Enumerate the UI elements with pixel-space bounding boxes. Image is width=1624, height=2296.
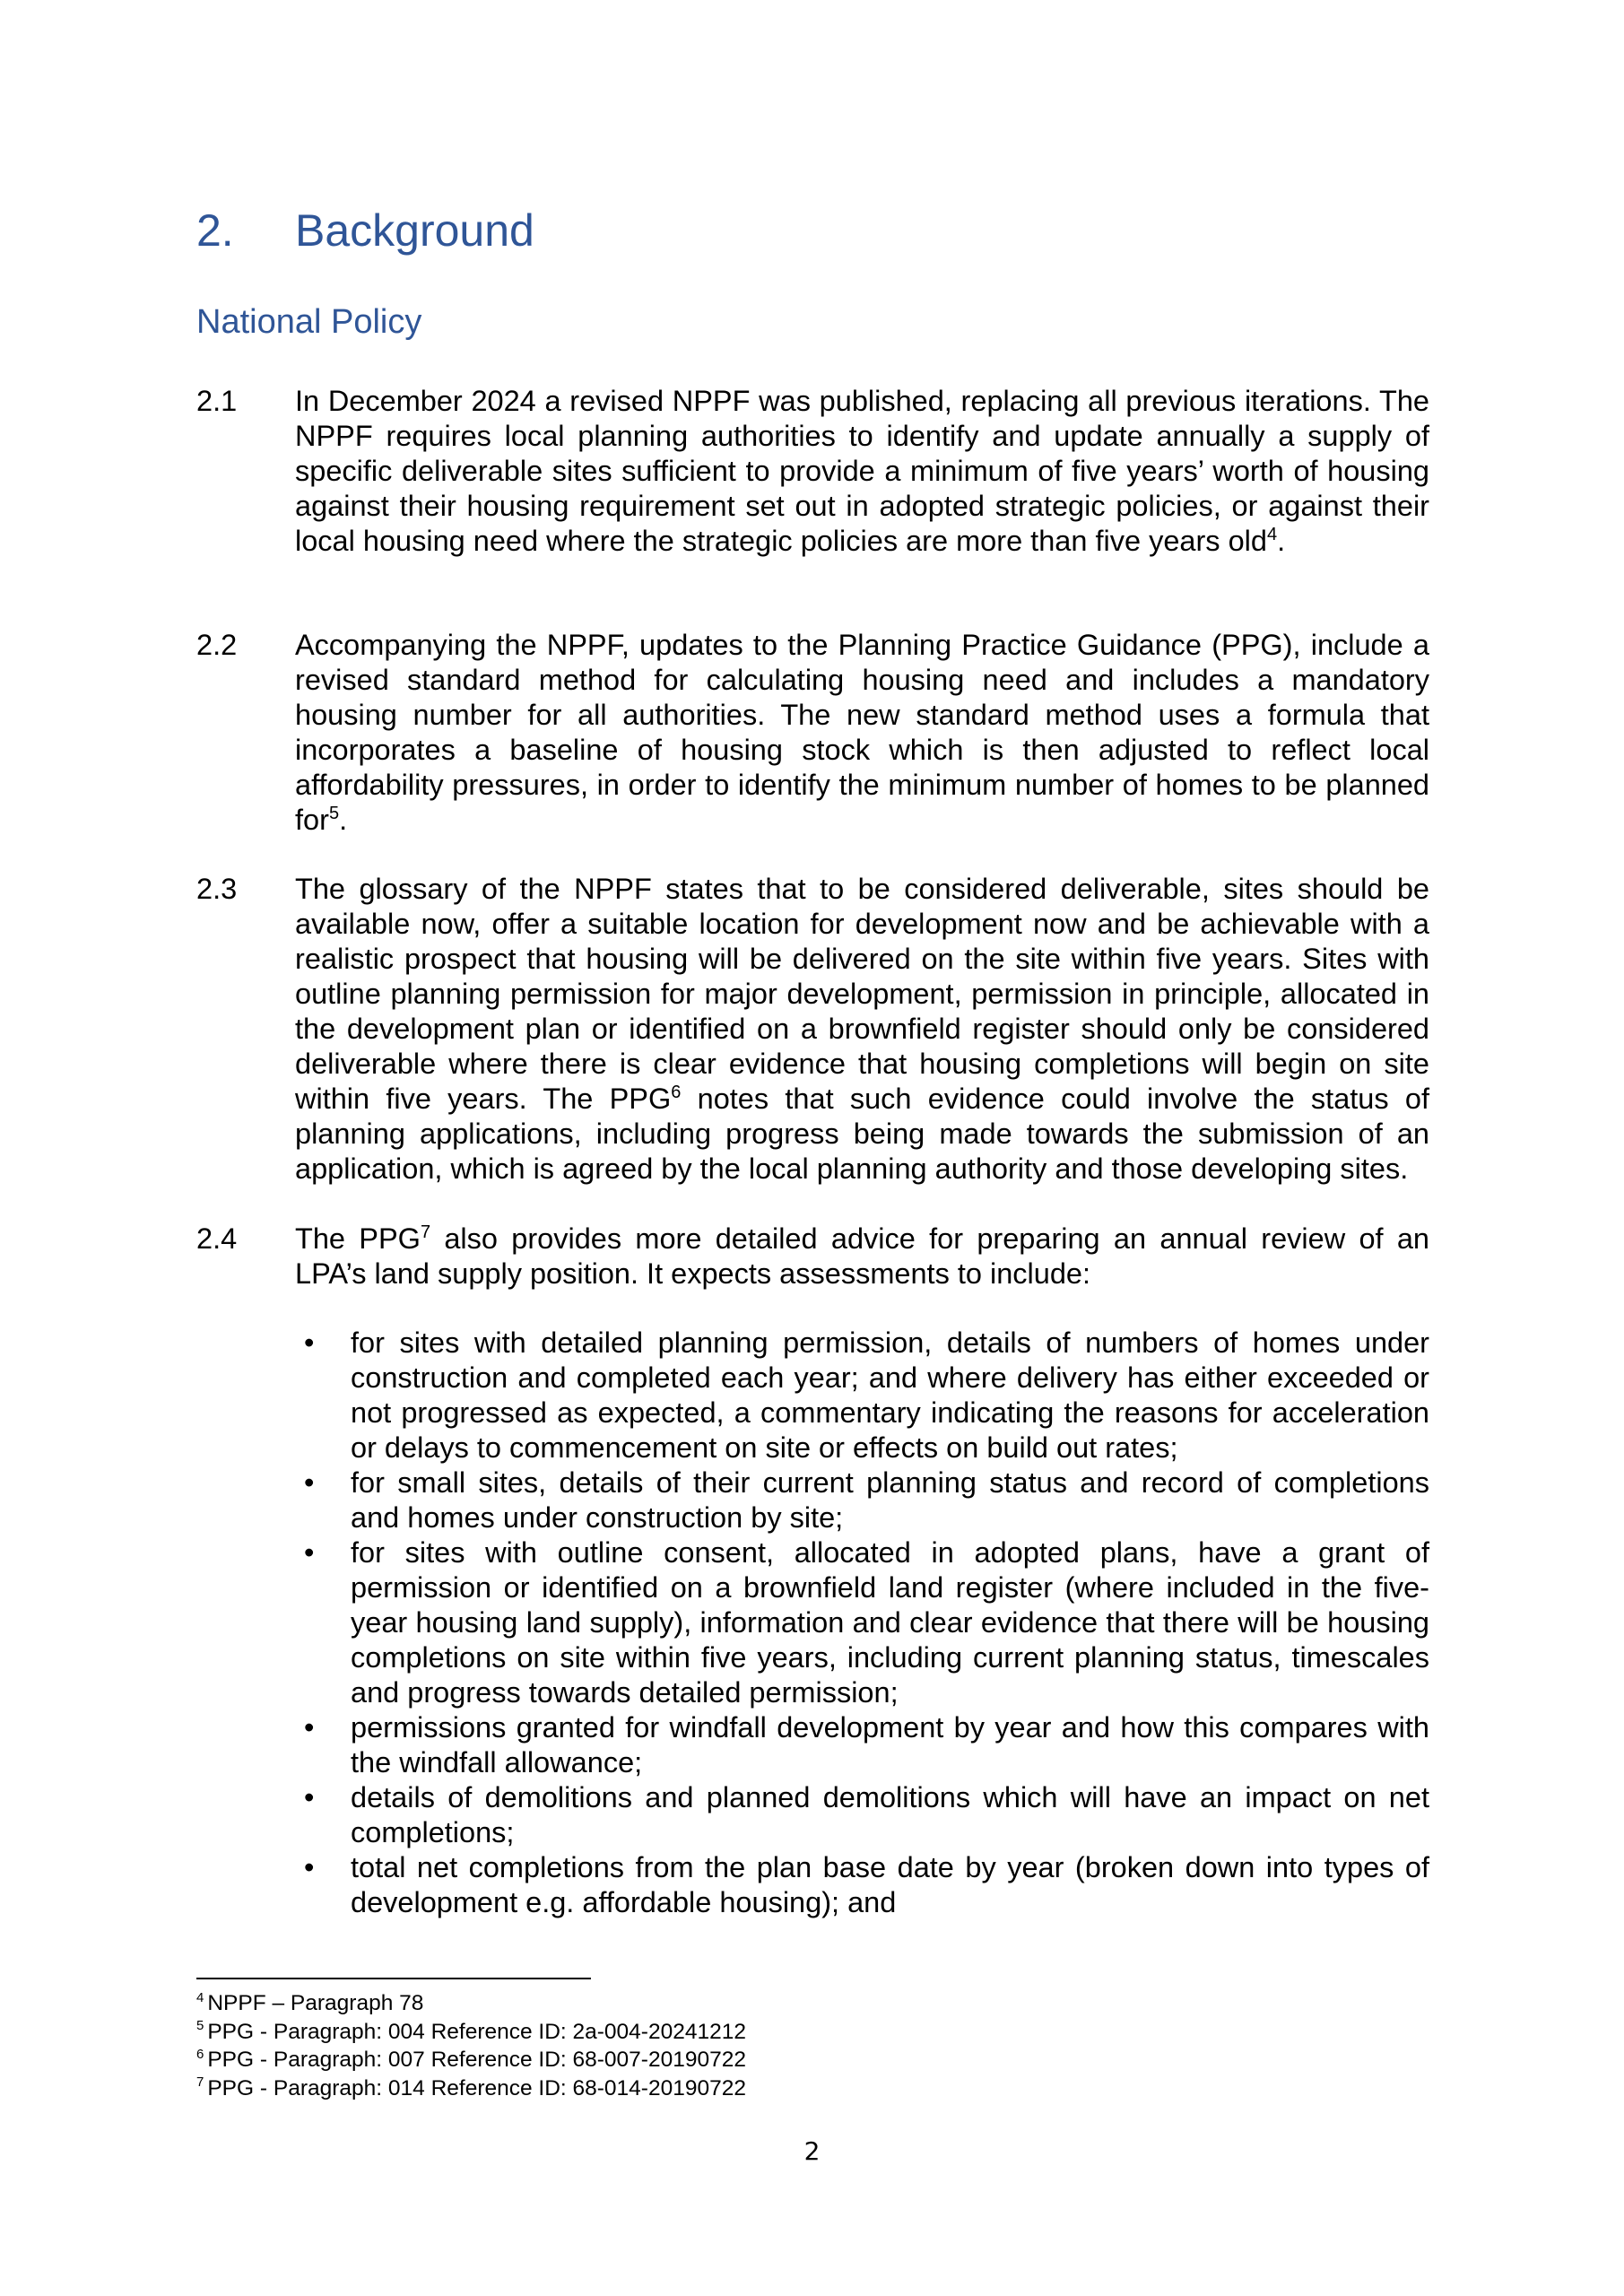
- footnote-7: [196, 2074, 746, 2103]
- section-title: Background: [295, 205, 534, 256]
- footnote-ref-7[interactable]: 7: [420, 1222, 431, 1243]
- list-item-text: for small sites, details of their current planning status and record of completions and homes under construction by site;: [351, 1466, 1429, 1534]
- page-number: 2: [803, 2136, 821, 2166]
- bullet-icon: •: [304, 1711, 315, 1744]
- bullet-icon: •: [304, 1326, 315, 1359]
- footnote-marker: 6: [196, 2046, 204, 2062]
- list-item: [295, 1850, 1429, 1920]
- paragraph-2-2: [196, 628, 1429, 838]
- list-item: [295, 1535, 1429, 1710]
- footnote-marker: 7: [196, 2074, 204, 2091]
- footnote-ref-6[interactable]: 6: [671, 1083, 682, 1103]
- footnote-6: [196, 2046, 746, 2074]
- footnote-4: [196, 1989, 746, 2018]
- paragraph-text: [295, 872, 1429, 1187]
- list-item-text: for sites with detailed planning permission, details of numbers of homes under construction and completed each year; and where delivery has either exceeded or not progressed as expected, a commentary indicating the reasons for acceleration or delays to commencement on site or effects on build out rates;: [351, 1326, 1429, 1464]
- paragraph-body: The glossary of the NPPF states that to be considered deliverable, sites should be available now, offer a suitable location for development now and be achievable with a realistic prospect that housing will be delivered on the site within five years. Sites with outline planning permission for major development, permission in principle, allocated in the development plan or identified on a brownfield register should only be considered deliverable where there is clear evidence that housing completions will begin on site within five years. The PPG: [295, 873, 1429, 1115]
- paragraph-number: 2.4: [196, 1222, 238, 1255]
- assessment-bullet-list: [295, 1326, 1429, 1920]
- paragraph-body: In December 2024 a revised NPPF was published, replacing all previous iterations. The NPPF requires local planning authorities to identify and update annually a supply of specific deliverable sites sufficient to provide a minimum of five years’ worth of housing against their housing requirement set out in adopted strategic policies, or against their local housing need where the strategic policies are more than five years old: [295, 385, 1429, 557]
- footnote-ref-4[interactable]: 4: [1266, 525, 1278, 545]
- subheading: National Policy: [196, 303, 422, 341]
- paragraph-text: [295, 1222, 1429, 1292]
- paragraph-tail: .: [339, 804, 348, 836]
- bullet-icon: •: [304, 1536, 315, 1569]
- paragraph-number: 2.1: [196, 385, 238, 417]
- footnote-text: PPG - Paragraph: 007 Reference ID: 68-007-20190722: [207, 2048, 746, 2072]
- paragraph-text: [295, 384, 1429, 559]
- paragraph-2-1: [196, 384, 1429, 559]
- paragraph-2-4: [196, 1222, 1429, 1292]
- footnote-ref-5[interactable]: 5: [328, 804, 340, 824]
- footnote-text: PPG - Paragraph: 004 Reference ID: 2a-004-20241212: [207, 2019, 746, 2044]
- footnote-marker: 4: [196, 1989, 204, 2005]
- paragraph-body-continued: also provides more detailed advice for preparing an annual review of an LPA’s land supply position. It expects assessments to include:: [295, 1222, 1430, 1290]
- footnote-marker: 5: [196, 2018, 204, 2034]
- footnotes: [196, 1989, 746, 2102]
- paragraph-body: The PPG: [295, 1222, 421, 1255]
- footnote-separator: [196, 1978, 591, 1979]
- bullet-icon: •: [304, 1466, 315, 1499]
- footnote-text: NPPF – Paragraph 78: [207, 1991, 424, 2015]
- paragraph-body-continued: notes that such evidence could involve the status of planning applications, including progress being made towards the submission of an application, which is agreed by the local planning authority and those developing sites.: [295, 1083, 1429, 1185]
- paragraph-text: [295, 628, 1429, 838]
- list-item-text: details of demolitions and planned demolitions which will have an impact on net completions;: [351, 1781, 1429, 1848]
- list-item: [295, 1465, 1429, 1535]
- bullet-icon: •: [304, 1781, 315, 1813]
- list-item-text: total net completions from the plan base date by year (broken down into types of development e.g. affordable housing); and: [351, 1851, 1429, 1918]
- paragraph-tail: .: [1277, 525, 1286, 557]
- list-item-text: for sites with outline consent, allocated in adopted plans, have a grant of permission or identified on a brownfield land register (where included in the five-year housing land supply), information and clear evidence that there will be housing completions on site within five years, including current planning status, timescales and progress towards detailed permission;: [351, 1536, 1429, 1709]
- section-number: 2.: [196, 205, 234, 256]
- paragraph-number: 2.3: [196, 873, 238, 905]
- paragraph-2-3: [196, 872, 1429, 1187]
- bullet-icon: •: [304, 1851, 315, 1883]
- list-item: [295, 1326, 1429, 1465]
- section-heading: [196, 204, 534, 257]
- list-item: [295, 1780, 1429, 1850]
- paragraph-body: Accompanying the NPPF, updates to the Planning Practice Guidance (PPG), include a revised standard method for calculating housing need and includes a mandatory housing number for all authorities. The new standard method uses a formula that incorporates a baseline of housing stock which is then adjusted to reflect local affordability pressures, in order to identify the minimum number of homes to be planned for: [295, 629, 1429, 836]
- paragraph-number: 2.2: [196, 629, 238, 661]
- list-item-text: permissions granted for windfall development by year and how this compares with the windfall allowance;: [351, 1711, 1429, 1779]
- footnote-5: [196, 2018, 746, 2047]
- list-item: [295, 1710, 1429, 1780]
- footnote-text: PPG - Paragraph: 014 Reference ID: 68-014-20190722: [207, 2075, 746, 2100]
